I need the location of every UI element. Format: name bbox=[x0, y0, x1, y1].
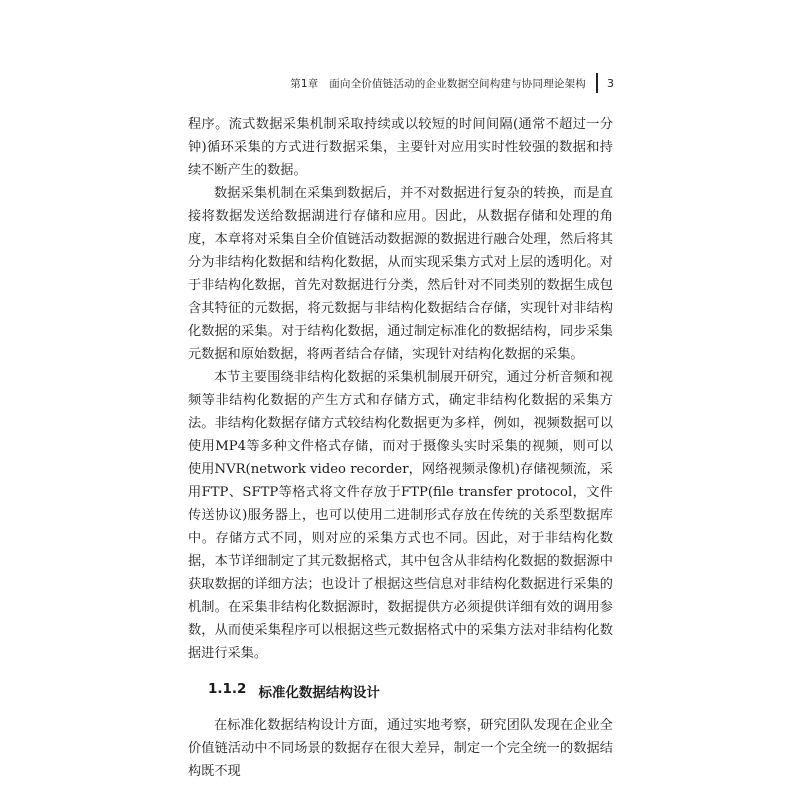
section-title: 标准化数据结构设计 bbox=[258, 685, 380, 701]
chapter-title: 第1章 面向全价值链活动的企业数据空间构建与协同理论架构 bbox=[290, 77, 586, 90]
section-number: 1.1.2 bbox=[208, 681, 247, 697]
paragraph-continued: 程序。流式数据采集机制采取持续或以较短的时间间隔(通常不超过一分钟)循环采集的方式进行数据采集，主要针对应用实时性较强的数据和持续不断产生的数据。 bbox=[188, 117, 613, 178]
header-divider bbox=[596, 73, 598, 93]
running-header bbox=[186, 72, 614, 94]
paragraph: 数据采集机制在采集到数据后，并不对数据进行复杂的转换，而是直接将数据发送给数据湖进行存储和应用。因此，从数据存储和处理的角度，本章将对采集自全价值链活动数据源的数据进行融合处理，然后将其分为非结构化数据和结构化数据，从而实现采集方式对上层的透明化。对于非结构化数据，首先对数据进行分类，然后针对不同类别的数据生成包含其特征的元数据，将元数据与非结构化数据结合存储，实现针对非结构化数据的采集。对于结构化数据，通过制定标准化的数据结构，同步采集元数据和原始数据，将两者结合存储，实现针对结构化数据的采集。 bbox=[188, 186, 613, 362]
page-number: 3 bbox=[607, 76, 614, 90]
page-body bbox=[188, 113, 613, 783]
paragraph: 在标准化数据结构设计方面，通过实地考察，研究团队发现在企业全价值链活动中不同场景的数据存在很大差异，制定一个完全统一的数据结构既不现 bbox=[188, 718, 613, 779]
paragraph: 本节主要围绕非结构化数据的采集机制展开研究，通过分析音频和视频等非结构化数据的产生方式和存储方式，确定非结构化数据的采集方法。非结构化数据存储方式较结构化数据更为多样，例如，视频数据可以使用MP4等多种文件格式存储，而对于摄像头实时采集的视频，则可以使用NVR(network video recorder，网络视频录像机)存储视频流，采用FTP、SFTP等格式将文件存放于FTP(file transfer protocol，文件传送协议)服务器上，也可以使用二进制形式存放在传统的关系型数据库中。存储方式不同，则对应的采集方式也不同。因此，对于非结构化数据，本节详细制定了其元数据格式，其中包含从非结构化数据的数据源中获取数据的详细方法；也设计了根据这些信息对非结构化数据进行采集的机制。在采集非结构化数据源时，数据提供方必须提供详细有效的调用参数，从而使采集程序可以根据这些元数据格式中的采集方法对非结构化数据进行采集。 bbox=[188, 370, 613, 661]
section-heading bbox=[208, 681, 613, 701]
